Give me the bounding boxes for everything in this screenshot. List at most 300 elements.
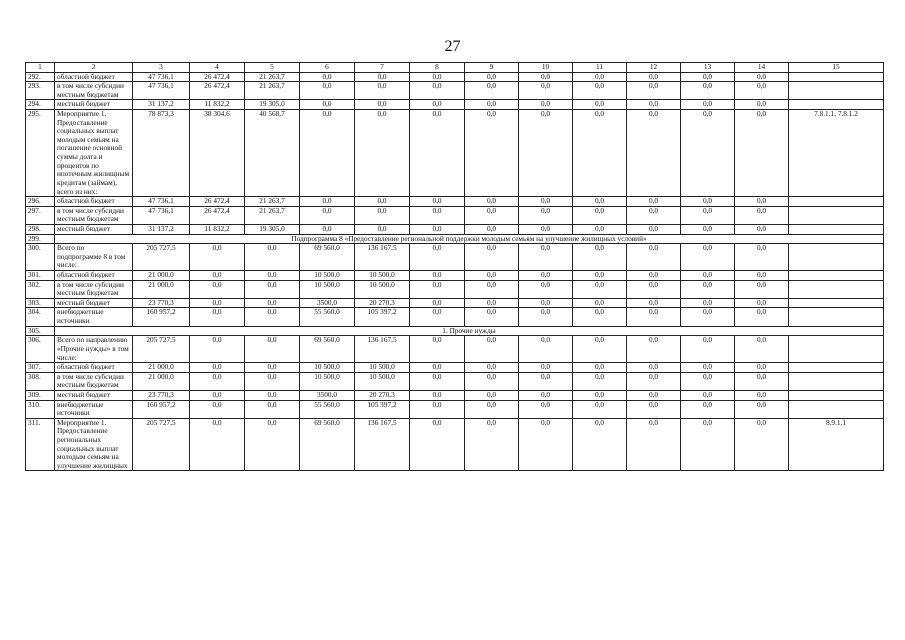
value-cell: 0,0 [735, 197, 789, 207]
value-cell: 0,0 [465, 72, 519, 82]
value-cell: 0,0 [627, 336, 681, 363]
value-cell: 0,0 [681, 206, 735, 224]
value-cell: 0,0 [300, 82, 355, 100]
column-header: 1 [26, 63, 55, 73]
section-row [26, 326, 884, 336]
value-cell: 38 304,6 [190, 110, 245, 197]
value-cell: 0,0 [410, 363, 465, 373]
value-cell: 0,0 [410, 390, 465, 400]
value-cell: 0,0 [627, 400, 681, 418]
value-cell: 0,0 [735, 372, 789, 390]
value-cell: 0,0 [465, 298, 519, 308]
row-label: внебюджетные источники [55, 308, 133, 326]
indicator-code [789, 224, 884, 234]
value-cell: 11 832,2 [190, 100, 245, 110]
value-cell: 0,0 [465, 206, 519, 224]
column-header: 5 [245, 63, 300, 73]
indicator-code [789, 206, 884, 224]
value-cell: 0,0 [627, 372, 681, 390]
value-cell: 0,0 [190, 244, 245, 271]
value-cell: 0,0 [519, 271, 573, 281]
value-cell: 0,0 [627, 390, 681, 400]
value-cell: 0,0 [465, 336, 519, 363]
indicator-code [789, 280, 884, 298]
value-cell: 0,0 [410, 206, 465, 224]
row-number: 302. [26, 280, 55, 298]
row-number: 307. [26, 363, 55, 373]
table-row [26, 400, 884, 418]
value-cell: 0,0 [735, 336, 789, 363]
value-cell: 0,0 [573, 280, 627, 298]
value-cell: 0,0 [573, 244, 627, 271]
section-title: Подпрограмма 8 «Предоставление региональной поддержки молодым семьям на улучшение жилищных условий» [55, 234, 884, 244]
row-number: 303. [26, 298, 55, 308]
row-number: 300. [26, 244, 55, 271]
value-cell: 0,0 [190, 418, 245, 471]
row-label: областной бюджет [55, 271, 133, 281]
value-cell: 0,0 [735, 280, 789, 298]
value-cell: 26 472,4 [190, 82, 245, 100]
value-cell: 0,0 [465, 280, 519, 298]
table-row [26, 244, 884, 271]
row-number: 311. [26, 418, 55, 471]
value-cell: 0,0 [519, 110, 573, 197]
value-cell: 0,0 [300, 206, 355, 224]
row-number: 308. [26, 372, 55, 390]
value-cell: 0,0 [190, 363, 245, 373]
indicator-code [789, 372, 884, 390]
indicator-code [789, 100, 884, 110]
row-label: Всего по направлению «Прочие нужды» в том числе: [55, 336, 133, 363]
value-cell: 0,0 [627, 110, 681, 197]
value-cell: 0,0 [410, 372, 465, 390]
value-cell: 0,0 [519, 224, 573, 234]
value-cell: 10 500,0 [300, 372, 355, 390]
column-header: 9 [465, 63, 519, 73]
value-cell: 0,0 [681, 82, 735, 100]
row-label: Мероприятие 1. Предоставление региональных социальных выплат молодым семьям на улучшение жилищных [55, 418, 133, 471]
row-number: 294. [26, 100, 55, 110]
value-cell: 0,0 [573, 72, 627, 82]
indicator-code [789, 336, 884, 363]
row-label: местный бюджет [55, 390, 133, 400]
value-cell: 0,0 [410, 336, 465, 363]
table-row [26, 110, 884, 197]
value-cell: 78 873,3 [133, 110, 190, 197]
value-cell: 0,0 [355, 110, 410, 197]
table-row [26, 206, 884, 224]
value-cell: 0,0 [573, 100, 627, 110]
value-cell: 0,0 [735, 100, 789, 110]
value-cell: 0,0 [410, 244, 465, 271]
value-cell: 105 397,2 [355, 400, 410, 418]
value-cell: 0,0 [519, 206, 573, 224]
value-cell: 55 560,0 [300, 308, 355, 326]
value-cell: 0,0 [573, 390, 627, 400]
column-header: 4 [190, 63, 245, 73]
value-cell: 0,0 [465, 363, 519, 373]
value-cell: 0,0 [573, 110, 627, 197]
value-cell: 0,0 [355, 82, 410, 100]
value-cell: 0,0 [627, 224, 681, 234]
value-cell: 0,0 [735, 72, 789, 82]
row-label: в том числе субсидии местным бюджетам [55, 206, 133, 224]
value-cell: 0,0 [190, 280, 245, 298]
value-cell: 0,0 [190, 336, 245, 363]
value-cell: 0,0 [627, 298, 681, 308]
indicator-code [789, 72, 884, 82]
value-cell: 31 137,2 [133, 224, 190, 234]
value-cell: 160 957,2 [133, 400, 190, 418]
column-header: 10 [519, 63, 573, 73]
value-cell: 136 167,5 [355, 418, 410, 471]
header-row [26, 63, 884, 73]
table-row [26, 224, 884, 234]
indicator-code [789, 390, 884, 400]
value-cell: 0,0 [681, 390, 735, 400]
value-cell: 0,0 [627, 280, 681, 298]
column-header: 12 [627, 63, 681, 73]
table-row [26, 197, 884, 207]
value-cell: 0,0 [245, 400, 300, 418]
value-cell: 0,0 [627, 197, 681, 207]
value-cell: 26 472,4 [190, 206, 245, 224]
value-cell: 0,0 [465, 390, 519, 400]
table-row [26, 336, 884, 363]
value-cell: 205 727,5 [133, 244, 190, 271]
value-cell: 0,0 [465, 271, 519, 281]
row-number: 304. [26, 308, 55, 326]
value-cell: 0,0 [190, 372, 245, 390]
value-cell: 0,0 [573, 82, 627, 100]
row-label: в том числе субсидии местным бюджетам [55, 280, 133, 298]
value-cell: 105 397,2 [355, 308, 410, 326]
value-cell: 0,0 [735, 271, 789, 281]
value-cell: 0,0 [300, 72, 355, 82]
value-cell: 0,0 [681, 418, 735, 471]
value-cell: 0,0 [735, 110, 789, 197]
value-cell: 0,0 [465, 197, 519, 207]
value-cell: 0,0 [735, 363, 789, 373]
row-label: местный бюджет [55, 224, 133, 234]
value-cell: 0,0 [519, 280, 573, 298]
value-cell: 0,0 [573, 336, 627, 363]
value-cell: 0,0 [573, 206, 627, 224]
row-label: внебюджетные источники [55, 400, 133, 418]
value-cell: 0,0 [300, 100, 355, 110]
value-cell: 0,0 [627, 72, 681, 82]
indicator-code [789, 271, 884, 281]
value-cell: 136 167,5 [355, 336, 410, 363]
row-number: 301. [26, 271, 55, 281]
value-cell: 0,0 [627, 271, 681, 281]
column-header: 15 [789, 63, 884, 73]
row-number: 306. [26, 336, 55, 363]
row-label: областной бюджет [55, 363, 133, 373]
value-cell: 47 736,1 [133, 72, 190, 82]
value-cell: 0,0 [681, 110, 735, 197]
value-cell: 0,0 [681, 244, 735, 271]
value-cell: 0,0 [573, 363, 627, 373]
value-cell: 69 560,0 [300, 418, 355, 471]
value-cell: 0,0 [681, 224, 735, 234]
value-cell: 0,0 [519, 336, 573, 363]
value-cell: 0,0 [735, 224, 789, 234]
value-cell: 0,0 [245, 363, 300, 373]
value-cell: 0,0 [410, 100, 465, 110]
table-row [26, 271, 884, 281]
value-cell: 0,0 [465, 100, 519, 110]
value-cell: 0,0 [681, 72, 735, 82]
value-cell: 0,0 [300, 197, 355, 207]
value-cell: 0,0 [627, 100, 681, 110]
value-cell: 40 568,7 [245, 110, 300, 197]
value-cell: 0,0 [735, 244, 789, 271]
value-cell: 0,0 [300, 110, 355, 197]
budget-table [25, 62, 884, 471]
value-cell: 0,0 [465, 400, 519, 418]
value-cell: 0,0 [245, 308, 300, 326]
row-label: областной бюджет [55, 72, 133, 82]
value-cell: 0,0 [410, 298, 465, 308]
indicator-code [789, 82, 884, 100]
value-cell: 10 500,0 [300, 363, 355, 373]
value-cell: 0,0 [465, 82, 519, 100]
value-cell: 0,0 [410, 308, 465, 326]
value-cell: 0,0 [681, 308, 735, 326]
value-cell: 0,0 [410, 271, 465, 281]
value-cell: 10 500,0 [355, 372, 410, 390]
value-cell: 19 305,0 [245, 224, 300, 234]
value-cell: 20 270,3 [355, 298, 410, 308]
value-cell: 0,0 [681, 100, 735, 110]
table-row [26, 280, 884, 298]
row-number: 296. [26, 197, 55, 207]
value-cell: 0,0 [245, 418, 300, 471]
value-cell: 0,0 [245, 372, 300, 390]
column-header: 8 [410, 63, 465, 73]
value-cell: 0,0 [735, 308, 789, 326]
value-cell: 0,0 [190, 298, 245, 308]
row-label: Всего по подпрограмме 8 в том числе: [55, 244, 133, 271]
value-cell: 0,0 [355, 72, 410, 82]
value-cell: 0,0 [410, 197, 465, 207]
indicator-code [789, 197, 884, 207]
value-cell: 0,0 [519, 372, 573, 390]
indicator-code [789, 244, 884, 271]
value-cell: 0,0 [410, 280, 465, 298]
value-cell: 0,0 [519, 363, 573, 373]
value-cell: 0,0 [245, 298, 300, 308]
value-cell: 0,0 [519, 298, 573, 308]
value-cell: 55 560,0 [300, 400, 355, 418]
value-cell: 0,0 [410, 224, 465, 234]
value-cell: 0,0 [735, 206, 789, 224]
value-cell: 0,0 [245, 336, 300, 363]
section-row [26, 234, 884, 244]
value-cell: 0,0 [245, 271, 300, 281]
row-number: 299. [26, 234, 55, 244]
value-cell: 0,0 [519, 82, 573, 100]
row-number: 305. [26, 326, 55, 336]
value-cell: 0,0 [627, 418, 681, 471]
value-cell: 21 000,0 [133, 280, 190, 298]
value-cell: 0,0 [355, 224, 410, 234]
value-cell: 0,0 [573, 298, 627, 308]
value-cell: 21 263,7 [245, 206, 300, 224]
row-number: 297. [26, 206, 55, 224]
value-cell: 69 560,0 [300, 336, 355, 363]
value-cell: 0,0 [627, 244, 681, 271]
indicator-code [789, 308, 884, 326]
row-number: 293. [26, 82, 55, 100]
column-header: 11 [573, 63, 627, 73]
row-number: 309. [26, 390, 55, 400]
value-cell: 19 305,0 [245, 100, 300, 110]
row-number: 298. [26, 224, 55, 234]
table-row [26, 363, 884, 373]
indicator-code [789, 298, 884, 308]
value-cell: 0,0 [735, 390, 789, 400]
value-cell: 10 500,0 [355, 271, 410, 281]
table-row [26, 72, 884, 82]
value-cell: 0,0 [573, 197, 627, 207]
table-row [26, 390, 884, 400]
value-cell: 47 736,1 [133, 82, 190, 100]
value-cell: 0,0 [410, 72, 465, 82]
value-cell: 0,0 [573, 400, 627, 418]
value-cell: 11 832,2 [190, 224, 245, 234]
value-cell: 0,0 [355, 197, 410, 207]
indicator-code [789, 400, 884, 418]
value-cell: 0,0 [681, 298, 735, 308]
value-cell: 26 472,4 [190, 197, 245, 207]
value-cell: 0,0 [681, 336, 735, 363]
value-cell: 69 560,0 [300, 244, 355, 271]
value-cell: 0,0 [519, 418, 573, 471]
value-cell: 21 263,7 [245, 72, 300, 82]
value-cell: 0,0 [519, 197, 573, 207]
value-cell: 21 000,0 [133, 363, 190, 373]
row-number: 310. [26, 400, 55, 418]
value-cell: 0,0 [519, 400, 573, 418]
value-cell: 47 736,1 [133, 206, 190, 224]
value-cell: 0,0 [681, 280, 735, 298]
value-cell: 0,0 [465, 308, 519, 326]
value-cell: 0,0 [681, 197, 735, 207]
value-cell: 10 500,0 [300, 280, 355, 298]
table-row [26, 372, 884, 390]
table-row [26, 100, 884, 110]
value-cell: 0,0 [465, 418, 519, 471]
value-cell: 47 736,1 [133, 197, 190, 207]
value-cell: 0,0 [573, 308, 627, 326]
value-cell: 0,0 [190, 400, 245, 418]
page-number: 27 [444, 38, 461, 55]
value-cell: 3500,0 [300, 298, 355, 308]
value-cell: 0,0 [573, 224, 627, 234]
value-cell: 136 167,5 [355, 244, 410, 271]
value-cell: 0,0 [735, 298, 789, 308]
value-cell: 0,0 [519, 244, 573, 271]
column-header: 3 [133, 63, 190, 73]
row-label: местный бюджет [55, 100, 133, 110]
value-cell: 0,0 [465, 110, 519, 197]
indicator-code: 7.8.1.1, 7.8.1.2 [789, 110, 884, 197]
value-cell: 0,0 [735, 82, 789, 100]
table-row [26, 418, 884, 471]
value-cell: 0,0 [519, 390, 573, 400]
row-label: в том числе субсидии местным бюджетам [55, 82, 133, 100]
value-cell: 31 137,2 [133, 100, 190, 110]
table-row [26, 298, 884, 308]
value-cell: 0,0 [627, 206, 681, 224]
value-cell: 0,0 [410, 400, 465, 418]
row-label: местный бюджет [55, 298, 133, 308]
table-row [26, 82, 884, 100]
value-cell: 0,0 [190, 271, 245, 281]
value-cell: 0,0 [410, 110, 465, 197]
column-header: 14 [735, 63, 789, 73]
value-cell: 0,0 [735, 400, 789, 418]
value-cell: 0,0 [573, 418, 627, 471]
column-header: 7 [355, 63, 410, 73]
value-cell: 3500,0 [300, 390, 355, 400]
indicator-code: 8.9.1.1 [789, 418, 884, 471]
value-cell: 0,0 [190, 390, 245, 400]
value-cell: 0,0 [410, 418, 465, 471]
row-label: областной бюджет [55, 197, 133, 207]
value-cell: 23 770,3 [133, 390, 190, 400]
value-cell: 23 770,3 [133, 298, 190, 308]
value-cell: 0,0 [519, 308, 573, 326]
row-label: в том числе субсидии местным бюджетам [55, 372, 133, 390]
value-cell: 205 727,5 [133, 336, 190, 363]
value-cell: 21 000,0 [133, 372, 190, 390]
column-header: 13 [681, 63, 735, 73]
value-cell: 20 270,3 [355, 390, 410, 400]
column-header: 6 [300, 63, 355, 73]
value-cell: 0,0 [465, 372, 519, 390]
value-cell: 0,0 [681, 372, 735, 390]
value-cell: 0,0 [245, 244, 300, 271]
value-cell: 0,0 [519, 100, 573, 110]
section-title: 1. Прочие нужды [55, 326, 884, 336]
row-label: Мероприятие 1. Предоставление социальных выплат молодым семьям на погашение основной суммы долга и процентов по ипотечным жилищным кредитам (займам), всего из них: [55, 110, 133, 197]
value-cell: 205 727,5 [133, 418, 190, 471]
value-cell: 10 500,0 [300, 271, 355, 281]
value-cell: 0,0 [465, 244, 519, 271]
value-cell: 0,0 [465, 224, 519, 234]
value-cell: 0,0 [681, 271, 735, 281]
value-cell: 21 263,7 [245, 82, 300, 100]
value-cell: 0,0 [300, 224, 355, 234]
column-header: 2 [55, 63, 133, 73]
value-cell: 0,0 [573, 271, 627, 281]
value-cell: 26 472,4 [190, 72, 245, 82]
value-cell: 10 500,0 [355, 280, 410, 298]
value-cell: 0,0 [681, 363, 735, 373]
value-cell: 0,0 [410, 82, 465, 100]
value-cell: 0,0 [627, 82, 681, 100]
value-cell: 160 957,2 [133, 308, 190, 326]
value-cell: 0,0 [190, 308, 245, 326]
value-cell: 0,0 [519, 72, 573, 82]
row-number: 295. [26, 110, 55, 197]
value-cell: 21 000,0 [133, 271, 190, 281]
value-cell: 10 500,0 [355, 363, 410, 373]
value-cell: 21 263,7 [245, 197, 300, 207]
